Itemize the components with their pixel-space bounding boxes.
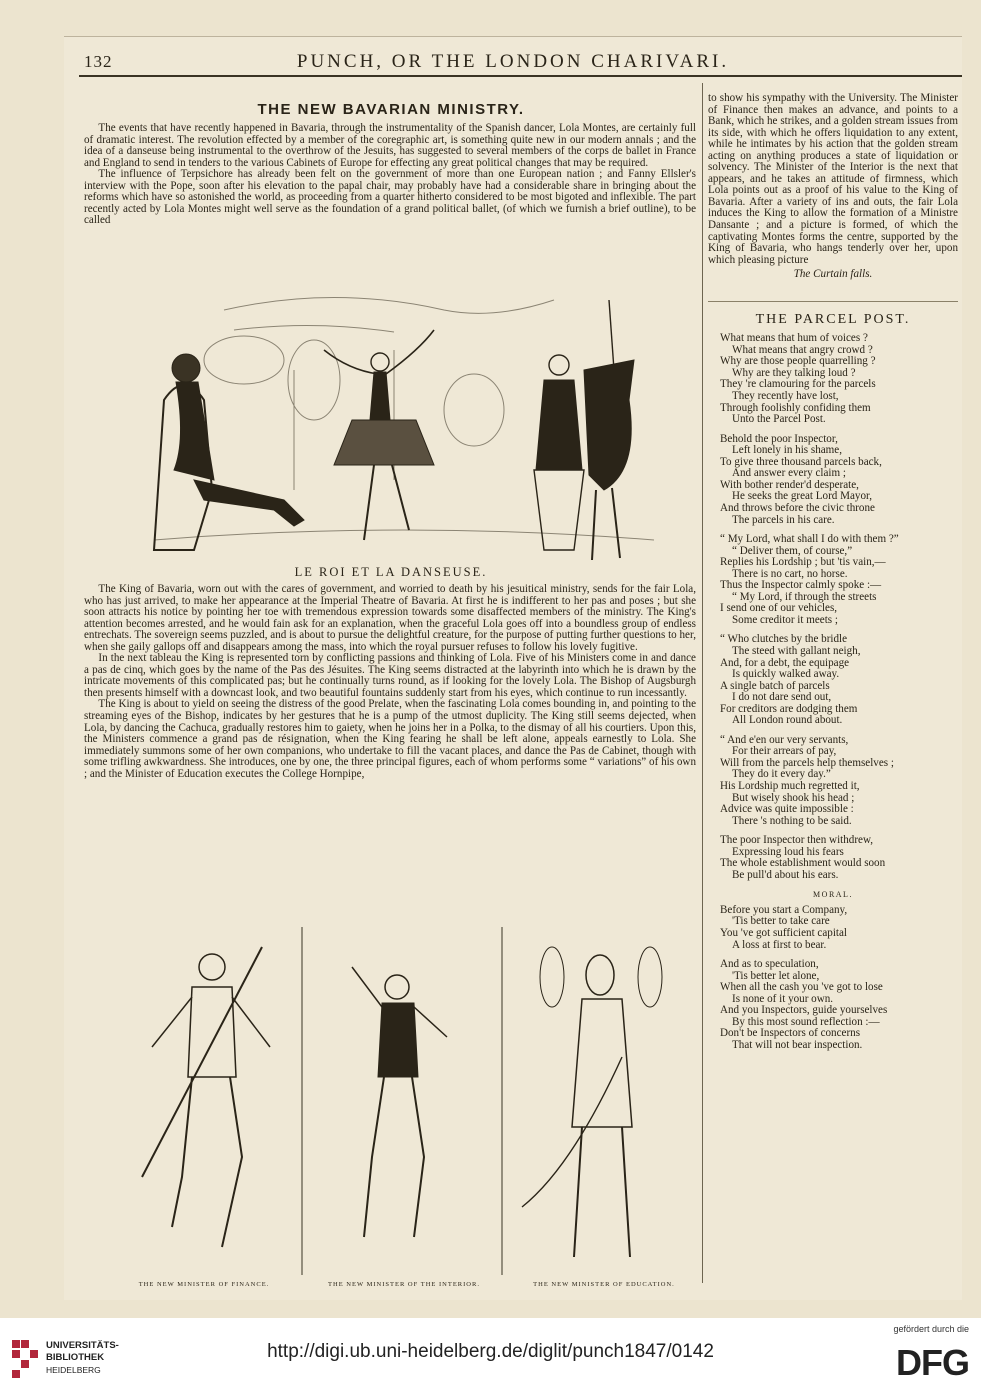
article-continuation: to show his sympathy with the University. The Minister of Finance then makes an advance, and points to a Bank, which he strikes, and a golden stream issues from its side, with which he offers liquidation to any extent, while he intimates by his action that the golden stream acting on anything produces a state of liquidation or solvency. The Minister of the Interior is the next that appears, and he takes an attitude of firmness, which Lola points out as a proof of his value to the King of Bavaria. After a variety of ins and outs, the fair Lola induces the King to allow the formation of a Ministre Dansante ; and a picture is formed, of which the captivating Montes forms the centre, supported by the King of Bavaria, who hangs tenderly over her, upon which pleasing picture [708,92,958,266]
verse-line: They recently have lost, [732,390,839,403]
verse-line: You 've got sufficient capital [720,927,847,939]
illustration-king-and-dancer [134,290,674,578]
verse-line: With bother render'd desperate, [720,478,859,491]
verse-line: Before you start a Company, [720,903,848,916]
caption-minister-education: THE NEW MINISTER OF EDUCATION. [533,1281,675,1288]
verse-line: He seeks the great Lord Mayor, [732,490,873,503]
verse-line: “ My Lord, what shall I do with them ?” [720,533,899,546]
article-body [84,584,696,780]
verse-line: The poor Inspector then withdrew, [720,834,874,847]
verse-line: Why are they talking loud ? [732,366,856,379]
verse-line: A loss at first to bear. [732,938,827,951]
stanza [708,634,958,726]
verse-line: Why are those people quarrelling ? [720,355,876,368]
verse-line: Advice was quite impossible : [720,803,854,816]
intro-paragraph: The influence of Terpsichore has already been felt on the government of more than one European nation ; and Fanny Ellsler's interview with the Pope, soon after his elevation to the papal chair, may probably have had a considerable share in bringing about the reforms which have so astonished the world, as proceeding from a quarter hitherto considered to be most bigoted and inflexible. The part recently acted by Lola Montes might well serve as the foundation of a grand political ballet, (of which we furnish a brief outline), to be called [84,168,696,227]
illustration-caption: LE ROI ET LA DANSEUSE. [294,565,488,579]
verse-line: I do not dare send out, [732,691,832,704]
verse-line: That will not bear inspection. [732,1038,863,1051]
verse-line: What means that angry crowd ? [732,343,873,356]
verse-line: There 's nothing to be said. [732,814,852,827]
verse-line: Is quickly walked away. [732,668,840,681]
verse-line: The steed with gallant neigh, [732,644,861,657]
verse-line: “ Deliver them, of course,” [732,544,853,557]
ministers-illustrations [102,927,702,1275]
intro-paragraph: The events that have recently happened in Bavaria, through the instrumentality of the Spanish dancer, Lola Montes, are certainly full of dramatic interest. The revolution effected by a member of the coregraphic art, is something quite new in our modern annals ; and the idea of a danseuse being instrumental to the overthrow of the Jesuits, has suggested to several members of the corps de ballet in France and England to send in tenders to the various Cabinets of Europe for effecting any great political changes that may be required. [84,122,696,169]
verse-line: But wisely shook his head ; [732,791,855,804]
verse-line: Replies his Lordship ; but 'tis vain,— [720,556,886,569]
verse-line: They do it every day.” [732,768,831,781]
verse-line: For their arrears of pay, [732,745,837,758]
body-paragraph: The King of Bavaria, worn out with the cares of government, and worried to death by his jesuitical ministry, sends for the fair Lola, who has just arrived, to make her appearance at the Imperial Theatre of Bavaria. At first he is indifferent to her pas and poses ; but she soon attracts his notice by pointing her toe with tremendous expression towards some disaffected members of the ministry. The King's attention becomes arrested, and he would fain ask for an explanation, when the graceful Lola goes off into a boundless group of endless entrechats. The sovereign seems puzzled, and is about to pursue the delightful creature, for the purpose of putting further questions to her, when she gaily gallops off and disappears among the mass, into which the royal pursuer refuses to follow his lovely fugitive. [84,583,696,653]
library-name: UNIVERSITÄTS- BIBLIOTHEK HEIDELBERG [46,1340,119,1375]
verse-line: 'Tis better to take care [732,915,830,928]
verse-line: Some creditor it meets ; [732,613,838,626]
column-divider [702,83,703,1283]
verse-line: For creditors are dodging them [720,702,858,715]
body-paragraph: In the next tableau the King is represented torn by conflicting passions and thinking of Lola. Five of his Ministers come in and dance a pas de cinq, which goes by the name of the Pas des Jésuites. The King seems distracted at the labyrinth into which he is drawn by the intricate movements of this complicated pas; but he continually turns round, as if looking for the lovely Lola. The Bishop of Augsburgh then presents himself with a downcast look, and two beautiful fountains suddenly start from his eyes, which continue to run incessantly. [84,652,696,699]
digitization-footer [0,1318,981,1397]
stanza [708,735,958,827]
verse-line: Expressing loud his fears [732,845,844,858]
funded-by-text: gefördert durch die [893,1324,969,1334]
stanza [708,333,958,425]
source-url-link[interactable]: http://digi.ub.uni-heidelberg.de/diglit/punch1847/0142 [267,1341,714,1362]
verse-line: Will from the parcels help themselves ; [720,756,894,769]
verse-line: 'Tis better let alone, [732,969,820,982]
curtain-line: The Curtain falls. [793,268,873,281]
dfg-logo: DFG [896,1342,969,1383]
article-intro [84,123,696,227]
verse-line: “ My Lord, if through the streets [732,590,877,603]
verse-line: There is no cart, no horse. [732,567,848,580]
verse-line: The whole establishment would soon [720,857,886,870]
verse-line: Unto the Parcel Post. [732,413,826,426]
verse-line: The parcels in his care. [732,513,835,526]
verse-line: Don't be Inspectors of concerns [720,1027,861,1040]
body-paragraph: The King is about to yield on seeing the distress of the good Prelate, when the fascinating Lola comes bounding in, and pointing to the streaming eyes of the Bishop, indicates by her gestures that he is a pump of the utmost duplicity. The King still seems dejected, when Lola, by dancing the Cachuca, gradually restores him to gaiety, when he joins her in a Polka, to the dismay of all his courtiers. Upon this, the Ministers commence a grand pas de résignation, when the King fearing he shall be left alone, appeals earnestly to Lola. She immediately summons some of her own companions, who undertake to fill the vacant places, and dance the Pas de Cabinet, though with some trifling awkwardness. She introduces, one by one, the three principal figures, each of whom performs some “ variations” of his own ; and the Minister of Education executes the College Hornpipe, [84,698,696,780]
verse-line: All London round about. [732,714,843,727]
verse-line: Through foolishly confiding them [720,401,871,414]
verse-line: And throws before the civic throne [720,501,875,514]
caption-minister-interior: THE NEW MINISTER OF THE INTERIOR. [328,1281,480,1288]
verse-line: And answer every claim ; [732,467,846,480]
verse-line: To give three thousand parcels back, [720,455,882,468]
verse-line: “ And e'en our very servants, [720,733,849,746]
masthead-title: PUNCH, OR THE LONDON CHARIVARI. [296,51,730,72]
verse-line: Is none of it your own. [732,992,834,1005]
poem-moral [708,905,958,1052]
moral-label: MORAL. [813,890,853,900]
verse-line: Behold the poor Inspector, [720,432,838,445]
stanza [708,959,958,1051]
verse-line: A single batch of parcels [720,679,830,692]
page-number: 132 [84,52,113,71]
right-column [708,93,958,1059]
header-rule [79,75,962,77]
poem-stanzas [708,333,958,881]
verse-line: And, for a debt, the equipage [720,656,850,669]
verse-line: Thus the Inspector calmly spoke :— [720,579,882,592]
verse-line: His Lordship much regretted it, [720,779,860,792]
verse-line: Be pull'd about his ears. [732,868,839,881]
stanza [708,434,958,526]
verse-line: “ Who clutches by the bridle [720,633,848,646]
newspaper-page [64,36,962,1300]
verse-line: By this most sound reflection :— [732,1015,880,1028]
verse-line: I send one of our vehicles, [720,602,838,615]
stanza [708,905,958,951]
verse-line: When all the cash you 've got to lose [720,981,883,994]
caption-minister-finance: THE NEW MINISTER OF FINANCE. [138,1281,270,1288]
verse-line: They 're clamouring for the parcels [720,378,876,391]
stanza [708,534,958,626]
verse-line: What means that hum of voices ? [720,332,868,345]
verse-line: And as to speculation, [720,958,819,971]
article-title: THE NEW BAVARIAN MINISTRY. [257,101,525,118]
poem-title: THE PARCEL POST. [708,301,958,326]
verse-line: Left lonely in his shame, [732,444,842,457]
stanza [708,835,958,881]
verse-line: And you Inspectors, guide yourselves [720,1004,888,1017]
